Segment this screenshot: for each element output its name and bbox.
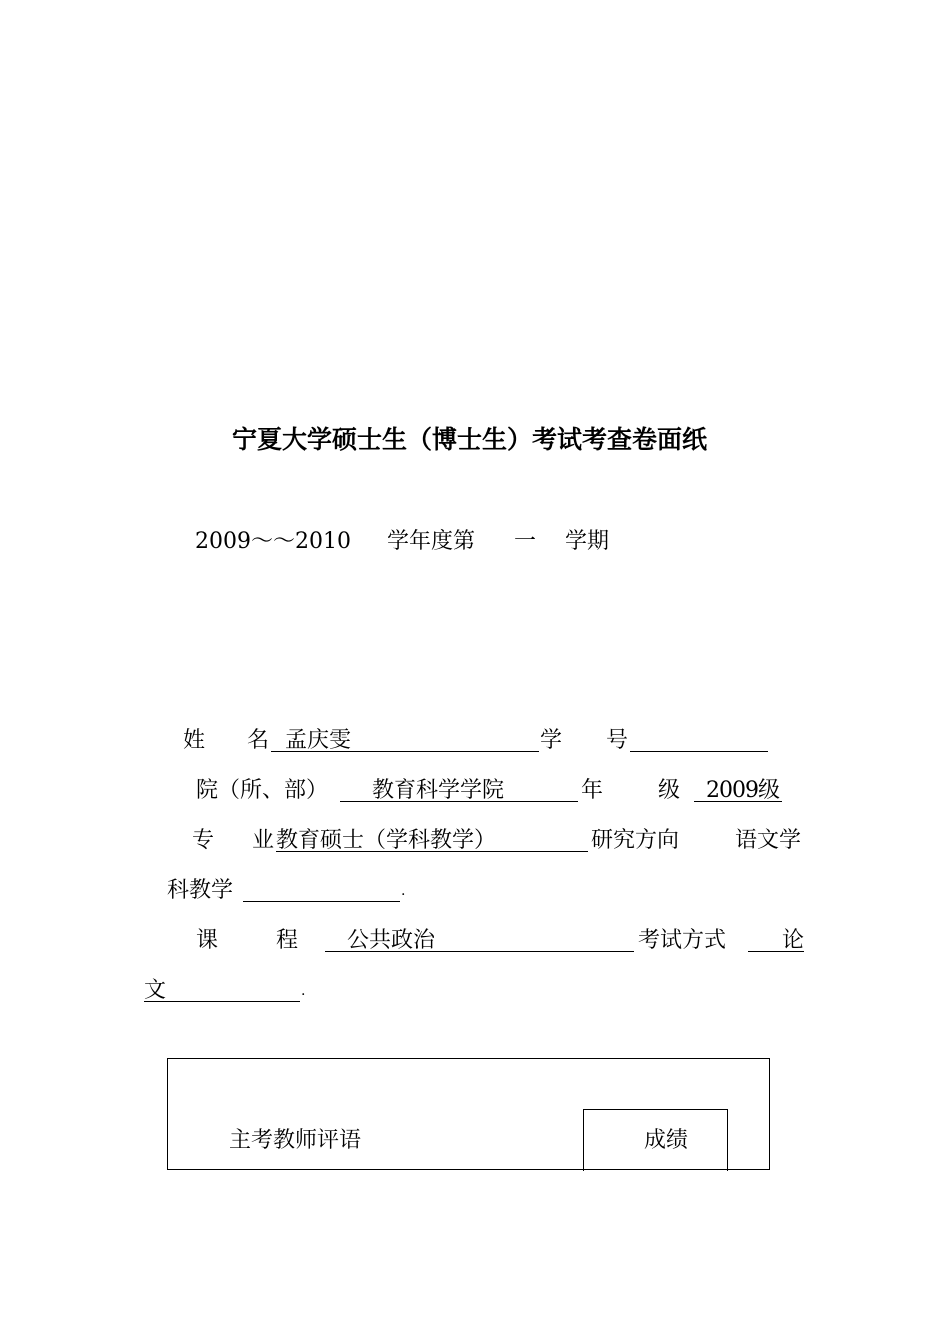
term-year-suffix: 学年度第: [387, 529, 476, 554]
course-value: 公共政治: [347, 928, 436, 953]
exam-mode-field-2: [144, 972, 300, 1002]
name-field: [271, 722, 539, 752]
exam-mode-value-2: 文: [144, 978, 167, 1003]
period-1: .: [401, 883, 406, 899]
name-label-1: 姓: [183, 728, 206, 753]
major-label-2: 业: [252, 828, 275, 853]
period-2: .: [301, 983, 306, 999]
course-label-2: 程: [276, 928, 299, 953]
grade-label-1: 年: [581, 778, 604, 803]
term-suffix: 学期: [565, 529, 610, 554]
dept-label: 院（所、部）: [196, 778, 329, 803]
dept-value: 教育科学学院: [372, 778, 505, 803]
direction-value-1: 语文学: [735, 828, 802, 853]
term-years: 2009～～2010: [195, 529, 351, 554]
major-field: [276, 822, 588, 852]
grade-value: 2009级: [706, 778, 779, 803]
major-value: 教育硕士（学科教学）: [276, 828, 497, 853]
term-number: 一: [514, 529, 537, 554]
exam-mode-field: [748, 922, 804, 952]
grade-label-2: 级: [658, 778, 681, 803]
grade-field: [694, 772, 782, 802]
student-no-label-2: 号: [606, 728, 629, 753]
direction-field: [243, 872, 400, 902]
course-field: [325, 922, 634, 952]
direction-value-2: 科教学: [167, 878, 234, 903]
student-no-label-1: 学: [540, 728, 563, 753]
page-title: 宁夏大学硕士生（博士生）考试考查卷面纸: [232, 425, 708, 454]
dept-field: [340, 772, 578, 802]
exam-mode-label: 考试方式: [638, 928, 727, 953]
score-label: 成绩: [644, 1128, 689, 1153]
direction-label: 研究方向: [591, 828, 680, 853]
major-label-1: 专: [192, 828, 215, 853]
course-label-1: 课: [196, 928, 219, 953]
student-no-field: [630, 722, 768, 752]
name-value: 孟庆雯: [285, 728, 352, 753]
name-label-2: 名: [247, 728, 270, 753]
comment-label: 主考教师评语: [229, 1128, 362, 1153]
exam-mode-value-1: 论: [782, 928, 805, 953]
